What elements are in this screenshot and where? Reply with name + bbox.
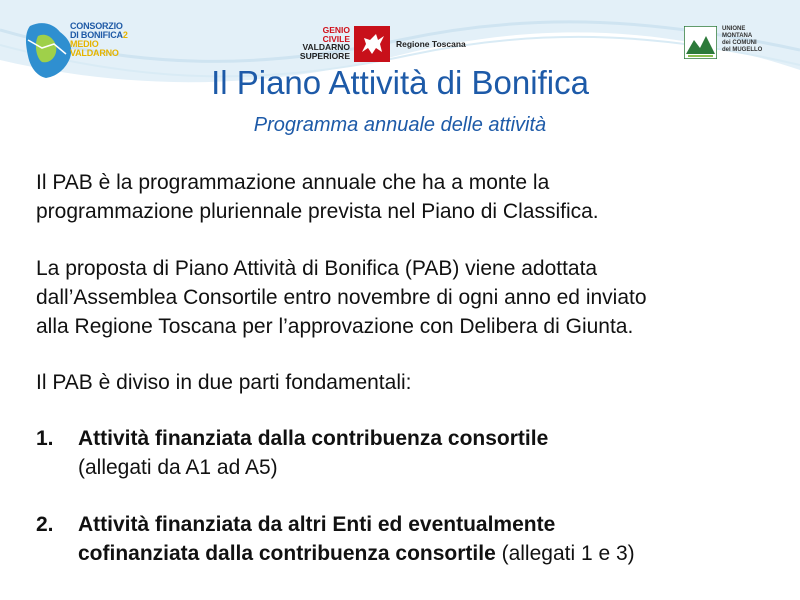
- regione-toscana-pegasus-icon: [354, 26, 390, 62]
- list-item-heading-continued: cofinanziata dalla contribuenza consortile (allegati 1 e 3): [78, 542, 635, 565]
- list-item-note: (allegati 1 e 3): [495, 542, 635, 565]
- genio-civile-text: GENIO CIVILE VALDARNO SUPERIORE: [299, 25, 350, 61]
- list-item-heading: Attività finanziata dalla contribuenza consortile: [78, 427, 549, 450]
- unione-montana-mugello-logo: [680, 24, 772, 64]
- paragraph-intro: Il PAB è la programmazione annuale che ha a monte la programmazione pluriennale prevista nel Piano di Classifica.: [36, 171, 599, 223]
- paragraph-proposal: La proposta di Piano Attività di Bonifica (PAB) viene adottata dall’Assemblea Consortile entro novembre di ogni anno ed inviato alla Regione Toscana per l’approvazione con Delibera di Giunta.: [36, 257, 647, 338]
- list-item-heading: Attività finanziata da altri Enti ed eventualmente: [78, 513, 556, 536]
- slide-title: Il Piano Attività di Bonifica: [211, 64, 589, 101]
- genio-civile-regione-toscana-logo: [296, 26, 464, 64]
- unione-montana-text: UNIONE MONTANA dei COMUNI del MUGELLO: [722, 26, 763, 53]
- list-item-note: (allegati da A1 ad A5): [78, 456, 278, 479]
- consorzio-line3: MEDIO: [70, 39, 99, 49]
- paragraph-parts-intro: Il PAB è diviso in due parti fondamentali:: [36, 371, 412, 394]
- consorzio-line2: DI BONIFICA2: [70, 30, 128, 40]
- consorzio-line1: CONSORZIO: [70, 21, 123, 31]
- list-number: 2.: [36, 513, 54, 536]
- regione-toscana-label: Regione Toscana: [396, 39, 466, 49]
- slide-subtitle: Programma annuale delle attività: [253, 114, 547, 136]
- mountain-icon: [684, 26, 717, 59]
- list-number: 1.: [36, 427, 54, 450]
- consorzio-line4: VALDARNO: [70, 48, 119, 58]
- consorzio-logo-text: [70, 22, 140, 58]
